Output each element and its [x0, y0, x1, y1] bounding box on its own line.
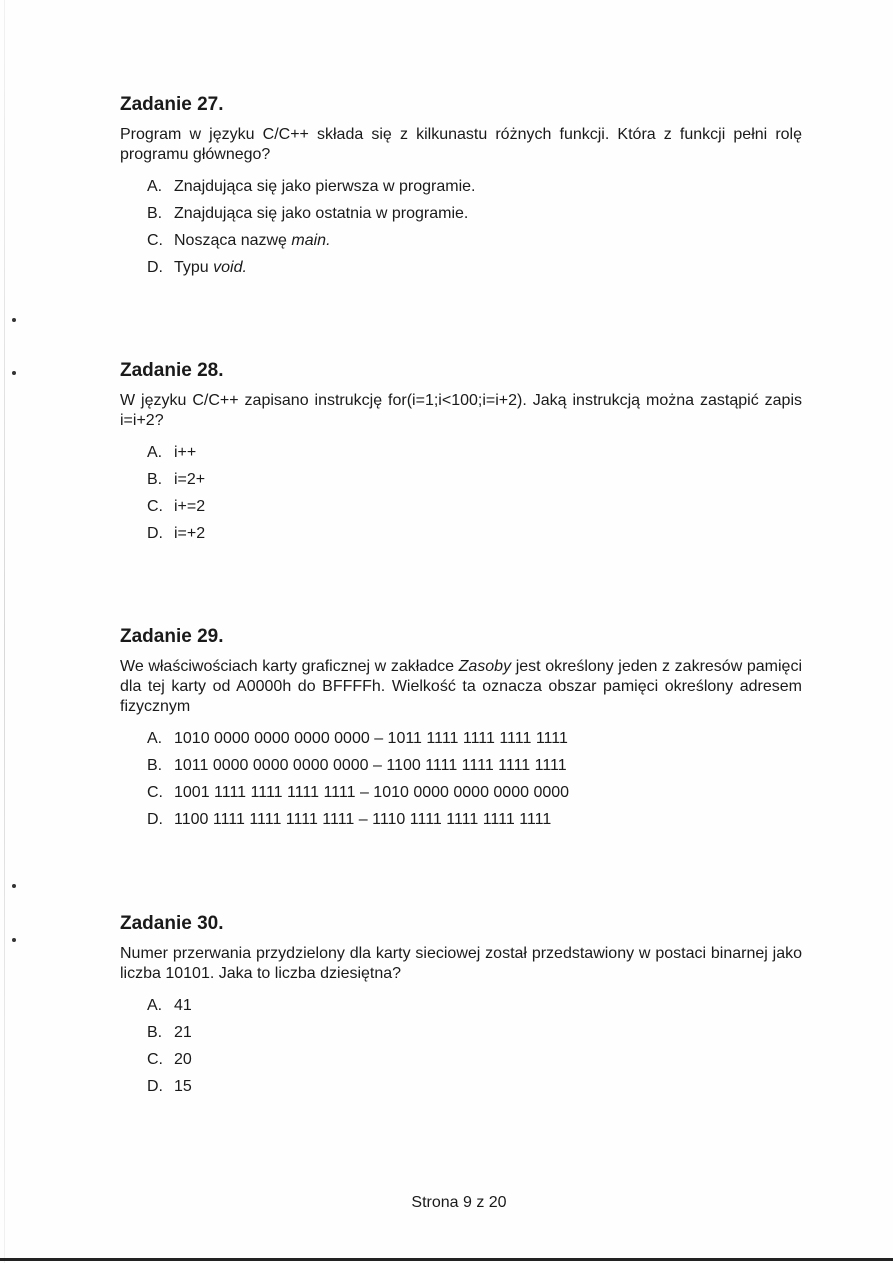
task-question [120, 657, 802, 717]
answer-text: 20 [174, 1051, 192, 1068]
answer-letter: C. [147, 498, 163, 515]
answer-text-emphasis: main. [291, 232, 331, 249]
scan-mark [12, 371, 16, 375]
page-number: Strona 9 z 20 [411, 1194, 507, 1211]
answer-letter: C. [147, 784, 163, 801]
answer-text: 1001 1111 1111 1111 1111 – 1010 0000 0000 0000 0000 [174, 784, 570, 801]
answer-text-emphasis: void. [213, 259, 247, 276]
answer-letter: D. [147, 259, 163, 276]
answer-letter: C. [147, 1051, 163, 1068]
task-title: Zadanie 28. [120, 360, 224, 381]
answer-text: i=+2 [174, 525, 206, 542]
answer-text: 1100 1111 1111 1111 1111 – 1110 1111 1111 1111 1111 [174, 811, 552, 828]
task-30 [120, 912, 802, 1100]
answer-text: Znajdująca się jako ostatnia w programie. [174, 205, 469, 222]
answer-text: 41 [174, 997, 192, 1014]
task-question: Program w języku C/C++ składa się z kilkunastu różnych funkcji. Która z funkcji pełni rolę programu głównego? [120, 126, 802, 163]
answer-option-d[interactable] [147, 806, 802, 833]
answer-list [120, 173, 802, 281]
answer-letter: A. [147, 178, 163, 195]
answer-letter: B. [147, 1024, 163, 1041]
scan-mark [12, 318, 16, 322]
answer-option-d[interactable] [147, 1073, 802, 1100]
task-28 [120, 359, 802, 547]
answer-text: i+=2 [174, 498, 206, 515]
answer-text: 1010 0000 0000 0000 0000 – 1011 1111 1111 1111 1111 [174, 730, 568, 747]
task-27 [120, 93, 802, 281]
answer-option-b[interactable] [147, 466, 802, 493]
scan-left-edge [4, 0, 5, 1263]
answer-letter: A. [147, 997, 163, 1014]
answer-text: i=2+ [174, 471, 206, 488]
answer-text: Nosząca nazwę [174, 232, 292, 249]
answer-option-d[interactable] [147, 254, 802, 281]
answer-letter: A. [147, 730, 163, 747]
answer-option-a[interactable] [147, 992, 802, 1019]
task-title: Zadanie 30. [120, 913, 224, 934]
answer-text: Znajdująca się jako pierwsza w programie. [174, 178, 476, 195]
question-text: jest określony jeden z zakresów pamięci dla tej karty od A0000h do BFFFFh. Wielkość ta oznacza obszar pamięci określony adresem fizycznym [120, 658, 802, 715]
answer-option-c[interactable] [147, 779, 802, 806]
answer-option-a[interactable] [147, 439, 802, 466]
answer-letter: B. [147, 471, 163, 488]
scan-bottom-edge [0, 1258, 893, 1261]
answer-text: 15 [174, 1078, 192, 1095]
answer-option-b[interactable] [147, 752, 802, 779]
scan-mark [12, 884, 16, 888]
task-question: W języku C/C++ zapisano instrukcję for(i=1;i<100;i=i+2). Jaką instrukcją można zastąpić zapis i=i+2? [120, 392, 802, 429]
answer-option-b[interactable] [147, 200, 802, 227]
answer-option-c[interactable] [147, 493, 802, 520]
answer-list [120, 992, 802, 1100]
answer-option-d[interactable] [147, 520, 802, 547]
answer-letter: D. [147, 525, 163, 542]
answer-text: Typu [174, 259, 214, 276]
task-title: Zadanie 29. [120, 626, 224, 647]
task-question: Numer przerwania przydzielony dla karty sieciowej został przedstawiony w postaci binarnej jako liczba 10101. Jaka to liczba dziesiętna? [120, 945, 802, 982]
answer-option-b[interactable] [147, 1019, 802, 1046]
answer-text: 21 [174, 1024, 192, 1041]
question-text: We właściwościach karty graficznej w zakładce [120, 658, 459, 675]
task-29 [120, 625, 802, 833]
answer-text: 1011 0000 0000 0000 0000 – 1100 1111 1111 1111 1111 [174, 757, 567, 774]
answer-option-c[interactable] [147, 1046, 802, 1073]
answer-option-a[interactable] [147, 725, 802, 752]
answer-letter: D. [147, 1078, 163, 1095]
answer-letter: D. [147, 811, 163, 828]
scan-mark [12, 938, 16, 942]
answer-letter: A. [147, 444, 163, 461]
answer-option-a[interactable] [147, 173, 802, 200]
task-title: Zadanie 27. [120, 94, 224, 115]
answer-letter: B. [147, 205, 163, 222]
answer-text: i++ [174, 444, 197, 461]
answer-letter: C. [147, 232, 163, 249]
answer-option-c[interactable] [147, 227, 802, 254]
answer-letter: B. [147, 757, 163, 774]
answer-list [120, 725, 802, 833]
answer-list [120, 439, 802, 547]
question-emphasis: Zasoby [458, 658, 512, 675]
